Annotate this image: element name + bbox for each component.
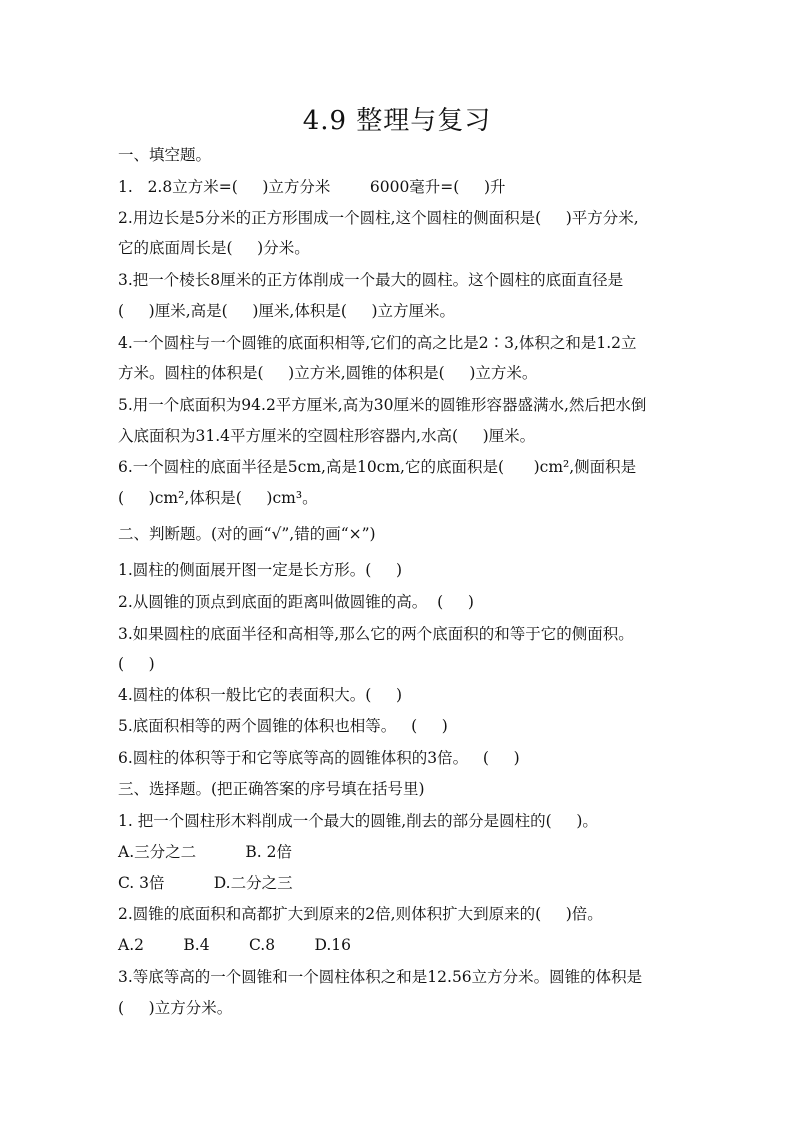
question-line: 3.把一个棱长8厘米的正方体削成一个最大的圆柱。这个圆柱的底面直径是 <box>118 271 624 289</box>
question-line: 1.圆柱的侧面展开图一定是长方形。( ) <box>118 561 403 579</box>
question-line: 入底面积为31.4平方厘米的空圆柱形容器内,水高( )厘米。 <box>118 427 536 445</box>
question-line: 2.从圆锥的顶点到底面的距离叫做圆锥的高。 ( ) <box>118 593 474 611</box>
question-line: 2.用边长是5分米的正方形围成一个圆柱,这个圆柱的侧面积是( )平方分米, <box>118 209 639 227</box>
question-line: 它的底面周长是( )分米。 <box>118 239 310 257</box>
question-line: 1. 2.8立方米=( )立方分米 6000毫升=( )升 <box>118 178 506 196</box>
question-line: 3.如果圆柱的底面半径和高相等,那么它的两个底面积的和等于它的侧面积。 <box>118 625 634 643</box>
question-line: ( )立方分米。 <box>118 999 233 1017</box>
question-line: 2.圆锥的底面积和高都扩大到原来的2倍,则体积扩大到原来的( )倍。 <box>118 905 603 923</box>
section-heading-fill-blank: 一、填空题。 <box>118 146 212 164</box>
question-line: ( ) <box>118 655 155 673</box>
question-line: 5.底面积相等的两个圆锥的体积也相等。 ( ) <box>118 717 448 735</box>
choice-line: A.三分之二 B. 2倍 <box>118 843 292 861</box>
question-line: 4.一个圆柱与一个圆锥的底面积相等,它们的高之比是2∶3,体积之和是1.2立 <box>118 334 637 352</box>
question-line: 3.等底等高的一个圆锥和一个圆柱体积之和是12.56立方分米。圆锥的体积是 <box>118 968 643 986</box>
question-line: 方米。圆柱的体积是( )立方米,圆锥的体积是( )立方米。 <box>118 364 538 382</box>
question-line: 4.圆柱的体积一般比它的表面积大。( ) <box>118 686 403 704</box>
question-line: 5.用一个底面积为94.2平方厘米,高为30厘米的圆锥形容器盛满水,然后把水倒 <box>118 396 647 414</box>
page-title: 4.9 整理与复习 <box>302 106 492 136</box>
choice-line: A.2 B.4 C.8 D.16 <box>118 936 352 954</box>
question-line: ( )厘米,高是( )厘米,体积是( )立方厘米。 <box>118 302 456 320</box>
question-line: ( )cm²,体积是( )cm³。 <box>118 489 318 507</box>
choice-line: C. 3倍 D.二分之三 <box>118 874 293 892</box>
question-line: 6.一个圆柱的底面半径是5cm,高是10cm,它的底面积是( )cm²,侧面积是 <box>118 458 637 476</box>
question-line: 6.圆柱的体积等于和它等底等高的圆锥体积的3倍。 ( ) <box>118 749 520 767</box>
section-heading-true-false: 二、判断题。(对的画“√”,错的画“×”) <box>118 525 376 543</box>
section-heading-multiple-choice: 三、选择题。(把正确答案的序号填在括号里) <box>118 780 425 798</box>
question-line: 1. 把一个圆柱形木料削成一个最大的圆锥,削去的部分是圆柱的( )。 <box>118 812 598 830</box>
